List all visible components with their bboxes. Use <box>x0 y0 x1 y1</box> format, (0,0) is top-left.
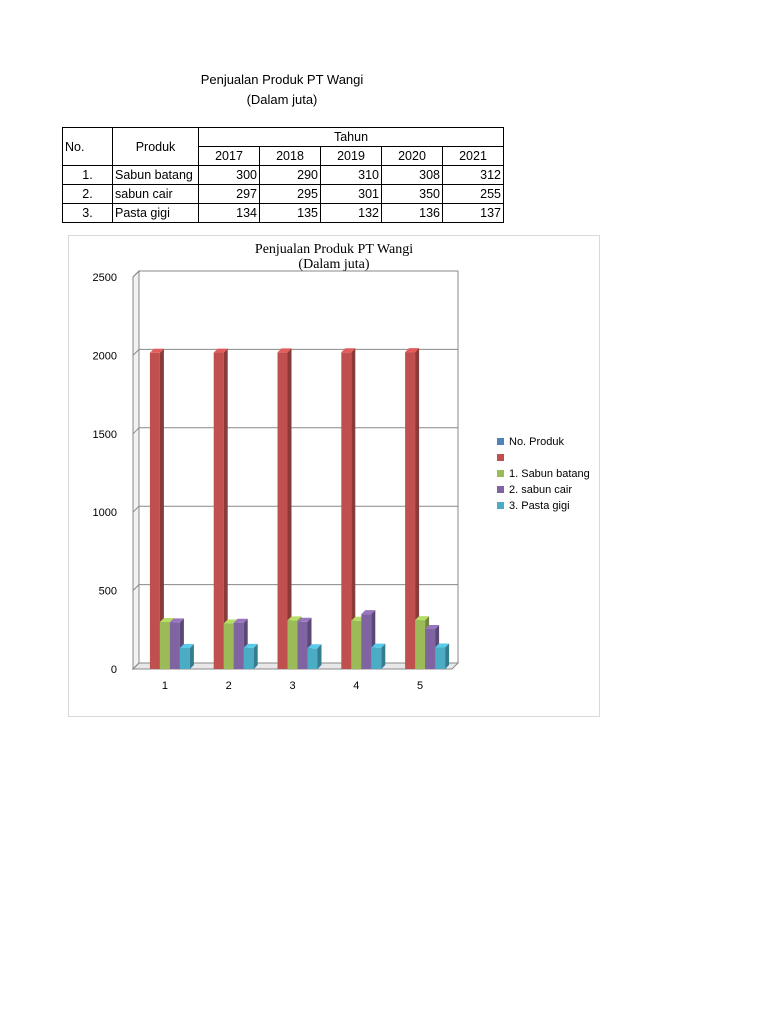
value-cell: 312 <box>443 166 504 185</box>
chart-plot <box>69 236 599 716</box>
legend-swatch <box>497 438 504 445</box>
bar-front <box>435 648 445 669</box>
value-cell: 300 <box>199 166 260 185</box>
table-row <box>63 185 504 204</box>
row-produk: sabun cair <box>113 185 199 204</box>
x-tick-label: 3 <box>289 680 296 692</box>
bar-front <box>351 621 361 669</box>
bar-front <box>160 622 170 669</box>
chart-title: Penjualan Produk PT Wangi <box>254 242 414 257</box>
value-cell: 290 <box>260 166 321 185</box>
header-tahun: Tahun <box>199 128 504 147</box>
y-tick-label: 2500 <box>92 272 117 284</box>
row-produk: Pasta gigi <box>113 204 199 223</box>
bar-side <box>445 644 449 669</box>
y-tick-label: 1500 <box>92 428 117 441</box>
value-cell: 301 <box>321 185 382 204</box>
bar-side <box>318 644 322 669</box>
value-cell: 132 <box>321 204 382 223</box>
bar-front <box>361 614 371 669</box>
value-cell: 295 <box>260 185 321 204</box>
header-produk: Produk <box>113 128 199 166</box>
bar-front <box>288 620 298 669</box>
legend-label: 3. Pasta gigi <box>509 500 570 512</box>
bar-side <box>190 644 194 669</box>
legend-label: 2. sabun cair <box>509 484 572 496</box>
bar-front <box>405 352 415 669</box>
table-row <box>63 166 504 185</box>
row-no: 1. <box>63 166 113 185</box>
year-cell: 2017 <box>199 147 260 166</box>
document-title: Penjualan Produk PT Wangi <box>200 72 364 87</box>
bar-front <box>298 622 308 669</box>
value-cell: 297 <box>199 185 260 204</box>
value-cell: 134 <box>199 204 260 223</box>
bar-front <box>180 648 190 669</box>
bar-front <box>150 353 160 669</box>
table-header-row <box>63 128 504 147</box>
bar-side <box>254 644 258 669</box>
row-no: 3. <box>63 204 113 223</box>
bar-front <box>425 629 435 669</box>
value-cell: 310 <box>321 166 382 185</box>
year-cell: 2021 <box>443 147 504 166</box>
legend-swatch <box>497 470 504 477</box>
legend-label: No. Produk <box>509 436 565 448</box>
header-no: No. <box>63 128 113 166</box>
legend-swatch <box>497 454 504 461</box>
legend-label: 1. Sabun batang <box>509 468 590 480</box>
x-tick-label: 2 <box>225 680 232 692</box>
value-cell: 255 <box>443 185 504 204</box>
value-cell: 308 <box>382 166 443 185</box>
value-cell: 137 <box>443 204 504 223</box>
y-tick-label: 2000 <box>92 350 117 363</box>
bar-front <box>234 623 244 669</box>
bar-front <box>371 648 381 669</box>
x-tick-label: 5 <box>417 680 424 692</box>
bar-front <box>278 352 288 669</box>
y-tick-label: 0 <box>110 664 117 676</box>
bar-front <box>308 648 318 669</box>
document-subtitle: (Dalam juta) <box>246 92 318 107</box>
chart-side-wall <box>133 271 139 669</box>
bar-front <box>415 620 425 669</box>
value-cell: 350 <box>382 185 443 204</box>
bar-side <box>381 644 385 669</box>
bar-front <box>224 624 234 669</box>
y-tick-label: 500 <box>98 585 117 598</box>
year-cell: 2020 <box>382 147 443 166</box>
legend-swatch <box>497 502 504 509</box>
legend-swatch <box>497 486 504 493</box>
value-cell: 135 <box>260 204 321 223</box>
value-cell: 136 <box>382 204 443 223</box>
y-tick-label: 1000 <box>92 507 117 520</box>
bar-front <box>244 648 254 669</box>
x-tick-label: 1 <box>161 680 168 692</box>
chart-container <box>68 235 600 717</box>
sales-table <box>62 127 504 223</box>
row-no: 2. <box>63 185 113 204</box>
bar-front <box>214 353 224 669</box>
year-cell: 2019 <box>321 147 382 166</box>
row-produk: Sabun batang <box>113 166 199 185</box>
year-cell: 2018 <box>260 147 321 166</box>
x-tick-label: 4 <box>353 680 360 692</box>
bar-front <box>170 622 180 669</box>
table-row <box>63 204 504 223</box>
chart-subtitle: (Dalam juta) <box>298 257 370 272</box>
bar-front <box>341 352 351 669</box>
